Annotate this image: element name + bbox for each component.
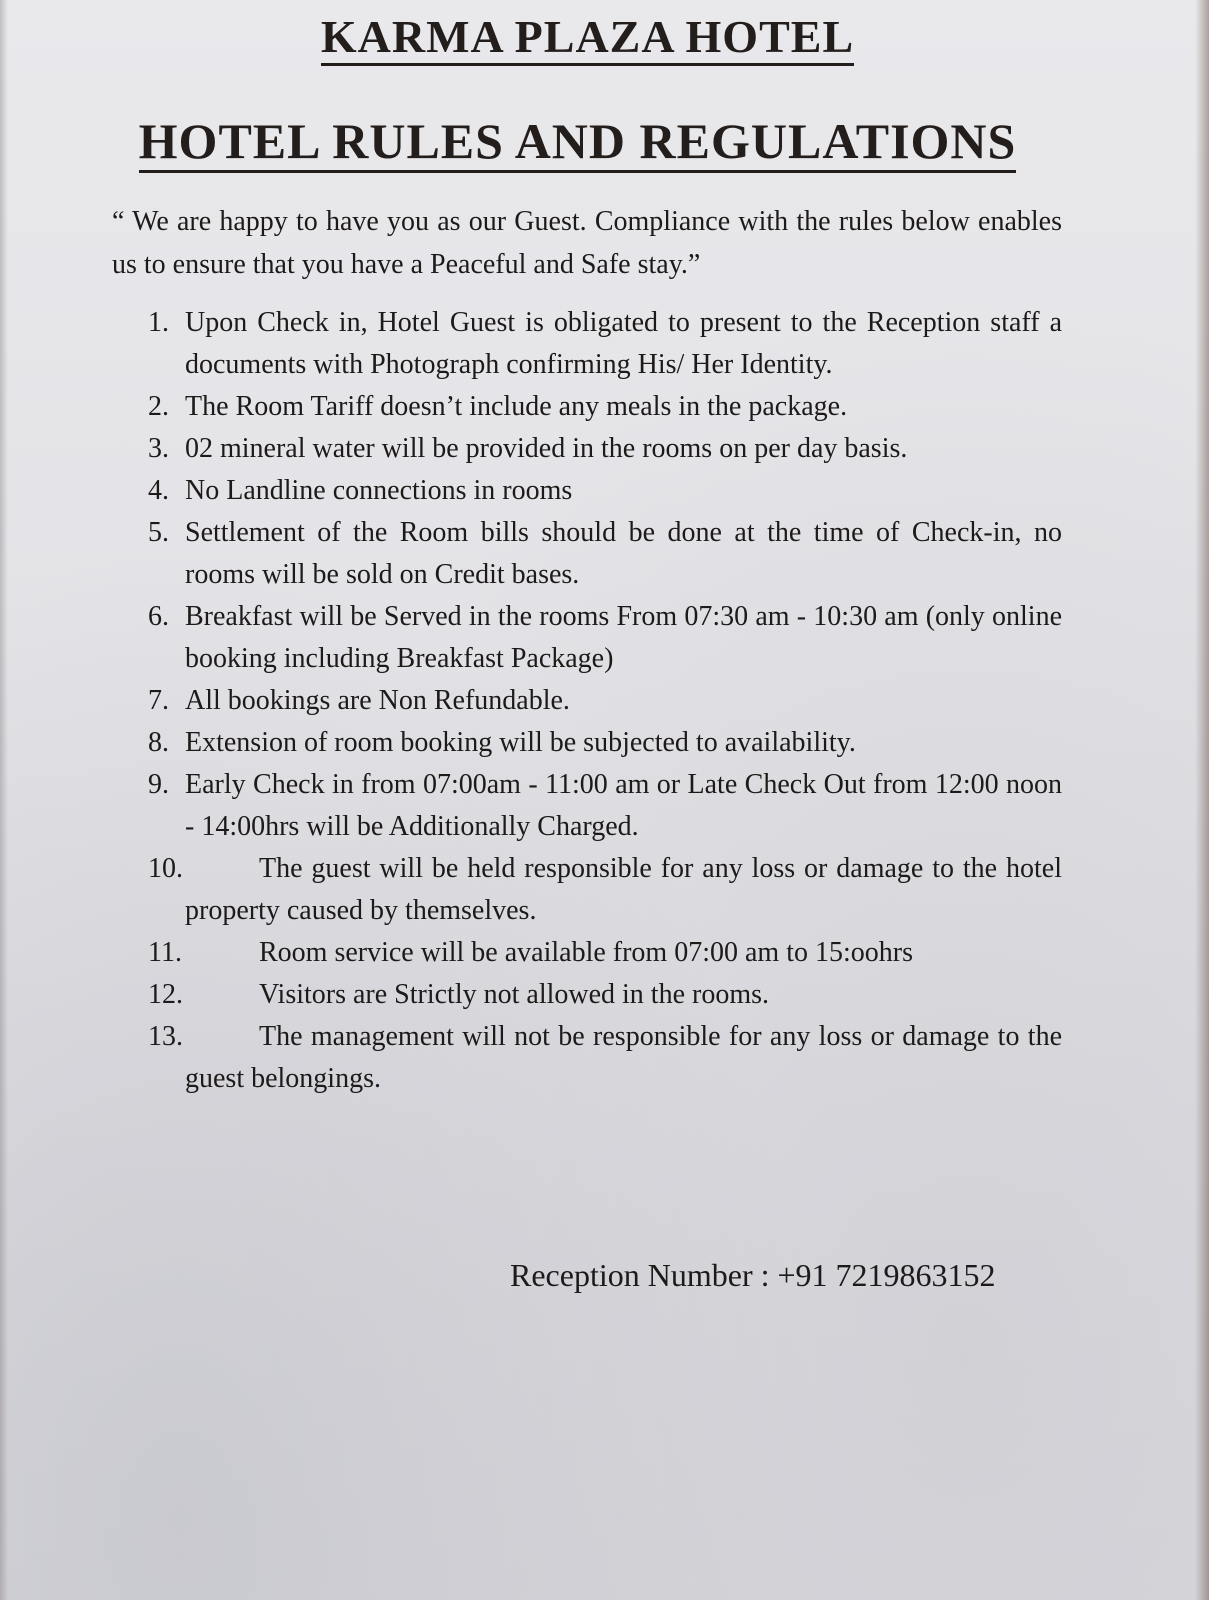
rule-text: Settlement of the Room bills should be done at the time of Check-in, no rooms will be sold on Credit bases. [185, 517, 1062, 590]
rule-number: 9. [148, 769, 169, 800]
rule-text: No Landline connections in rooms [185, 475, 573, 506]
rule-item-9 [148, 764, 1062, 848]
rule-number: 4. [148, 475, 169, 506]
sheet-left-edge [0, 0, 8, 1600]
rule-item-11 [148, 932, 1062, 974]
document-title [0, 112, 1155, 173]
rule-number: 3. [148, 433, 169, 464]
rule-item-12 [148, 974, 1062, 1016]
rule-item-2 [148, 386, 1062, 428]
rules-list [148, 302, 1062, 1100]
rule-item-5 [148, 512, 1062, 596]
rule-item-3 [148, 428, 1062, 470]
intro-paragraph: “ We are happy to have you as our Guest. Compliance with the rules below enables us to ensure that you have a Peaceful and Safe stay.” [112, 206, 1062, 280]
rule-text: All bookings are Non Refundable. [185, 685, 570, 716]
rule-text: The Room Tariff doesn’t include any meals in the package. [185, 391, 848, 422]
document-title-text: HOTEL RULES AND REGULATIONS [139, 115, 1017, 173]
rule-number: 6. [148, 601, 169, 632]
rule-item-6 [148, 596, 1062, 680]
hotel-name-text: KARMA PLAZA HOTEL [321, 13, 854, 66]
rule-text: 02 mineral water will be provided in the rooms on per day basis. [185, 433, 908, 464]
rule-text: Extension of room booking will be subjected to availability. [185, 727, 856, 758]
rule-item-1 [148, 302, 1062, 386]
rule-number: 5. [148, 517, 169, 548]
rule-number: 13. [148, 1021, 183, 1052]
hotel-name-heading [0, 10, 1175, 66]
rule-item-7 [148, 680, 1062, 722]
rule-text: Visitors are Strictly not allowed in the rooms. [259, 979, 770, 1010]
rule-number: 10. [148, 853, 183, 884]
rule-text: Early Check in from 07:00am - 11:00 am or Late Check Out from 12:00 noon - 14:00hrs will be Additionally Charged. [185, 769, 1062, 842]
rule-item-13 [148, 1016, 1062, 1100]
rule-item-10 [148, 848, 1062, 932]
rule-text: The management will not be responsible for any loss or damage to the guest belongings. [185, 1021, 1062, 1094]
rule-number: 2. [148, 391, 169, 422]
rule-text: Upon Check in, Hotel Guest is obligated to present to the Reception staff a documents with Photograph confirming His/ Her Identity. [185, 307, 1062, 380]
rule-text: The guest will be held responsible for any loss or damage to the hotel property caused by themselves. [185, 853, 1062, 926]
rule-number: 1. [148, 307, 169, 338]
rule-number: 7. [148, 685, 169, 716]
rule-text: Room service will be available from 07:00 am to 15:oohrs [259, 937, 913, 968]
rule-item-4 [148, 470, 1062, 512]
rule-number: 11. [148, 937, 182, 968]
rule-number: 12. [148, 979, 183, 1010]
rule-number: 8. [148, 727, 169, 758]
sheet-right-edge [1195, 0, 1209, 1600]
reception-number: Reception Number : +91 7219863152 [510, 1257, 996, 1293]
rule-text: Breakfast will be Served in the rooms From 07:30 am - 10:30 am (only online booking including Breakfast Package) [185, 601, 1062, 674]
rule-item-8 [148, 722, 1062, 764]
